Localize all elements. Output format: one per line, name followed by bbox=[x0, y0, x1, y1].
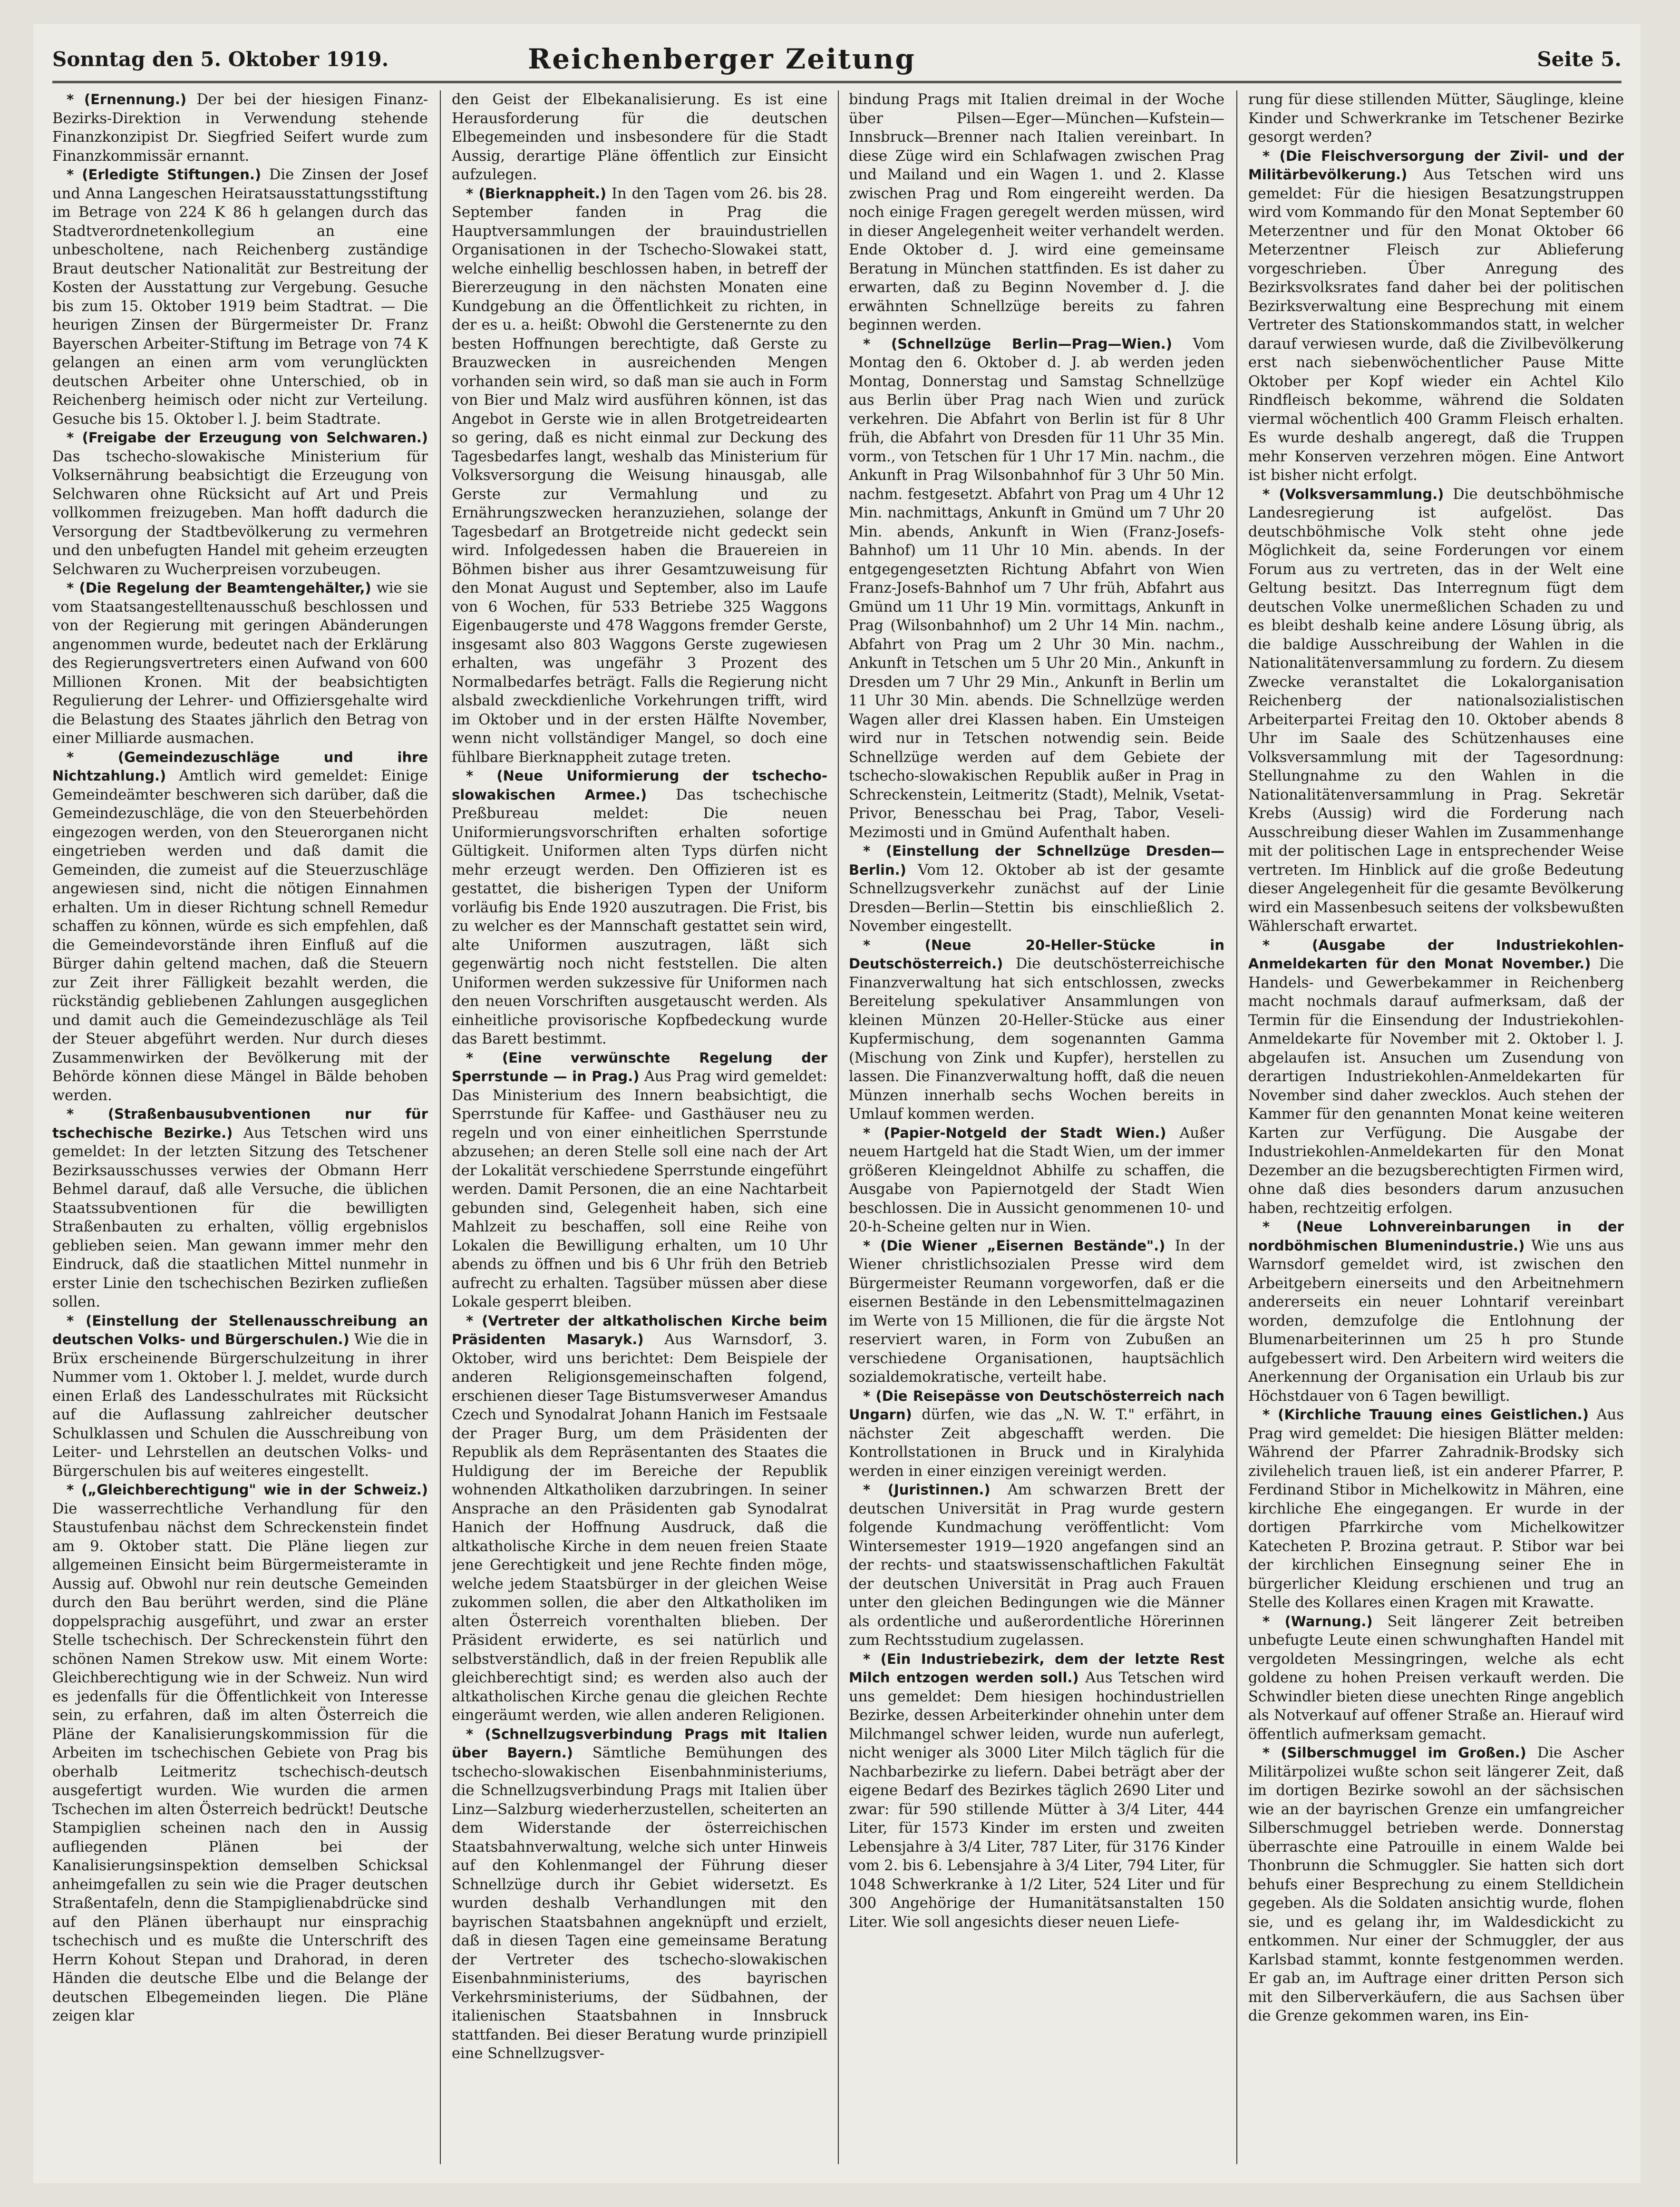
article-headline: * (Ausgabe der Industriekohlen-Anmeldekarten für den Monat November.) bbox=[1248, 937, 1624, 972]
article-paragraph bbox=[52, 748, 428, 1105]
article-paragraph bbox=[1248, 90, 1624, 147]
article-paragraph bbox=[849, 335, 1224, 842]
article-text: Das tschechische Preßbureau meldet: Die neuen Uniformierungsvorschriften erhalten sofortige Gültigkeit. Uniformen alten Typs dürfen nicht mehr erzeugt werden. Den Offizieren ist es gestattet, die bisherigen Typen der Uniform vorläufig bis Ende 1920 auszutragen. Die Frist, bis zu welcher es der Mannschaft gestattet sein wird, alte Uniformen auszutragen, läßt sich gegenwärtig noch nicht feststellen. Die alten Uniformen werden sukzessive für Uniformen nach den neuen Vorschriften ausgetauscht werden. Als einheitliche provisorische Kopfbedeckung wurde das Barett bestimmt. bbox=[452, 786, 827, 1047]
article-text: Seit längerer Zeit betreiben unbefugte Leute einen schwunghaften Handel mit vergoldeten Messingringen, welche als echt goldene zu hohen Preisen verkauft werden. Die Schwindler bieten diese unechten Ringe angeblich als Notverkauf auf offener Straße an. Hierauf wird öffentlich aufmerksam gemacht. bbox=[1248, 1613, 1624, 1743]
article-paragraph bbox=[52, 90, 428, 166]
article-headline: * (Gemeindezuschläge und ihre Nichtzahlung.) bbox=[52, 749, 428, 784]
article-paragraph bbox=[1248, 485, 1624, 936]
article-text: Das tschecho-slowakische Ministerium für Volksernährung beabsichtigt die Erzeugung von Selchwaren ohne Rücksicht auf Art und Preis vollkommen freizugeben. Man hofft dadurch die Versorgung der Stadtbevölkerung zu vermehren und den unbefugten Handel mit geheim erzeugten Selchwaren zu Wucherpreisen vorzubeugen. bbox=[52, 448, 428, 578]
article-headline: * (Die Wiener „Eisernen Bestände".) bbox=[863, 1237, 1165, 1254]
article-headline: * (Ernennung.) bbox=[67, 91, 187, 107]
article-text: Die deutschösterreichische Finanzverwaltung hat sich entschlossen, zwecks Bereitelung spekulativer Ansammlungen von kleinen Münzen 20-Heller-Stücke aus einer Kupfermischung, dem sogenannten Gamma (Mischung von Zink und Kupfer), herstellen zu lassen. Die Finanzverwaltung hofft, daß die neuen Münzen innerhalb sechs Wochen bereits in Umlauf kommen werden. bbox=[849, 956, 1224, 1123]
article-text: Aus Tetschen wird uns gemeldet: Für die hiesigen Besatzungstruppen wird vom Kommando für den Monat September 60 Meterzentner und für den Monat Oktober 66 Meterzentner Fleisch zur Ablieferung vorgeschrieben. Über Anregung des Bezirksvolksrates fand daher bei der politischen Bezirksverwaltung eine Besprechung mit einem Vertreter des Stationskommandos statt, in welcher darauf verwiesen wurde, daß die Zivilbevölkerung erst nach siebenwöchentlicher Pause Mitte Oktober per Kopf wieder ein Achtel Kilo Rindfleisch bekomme, während die Soldaten viermal wöchentlich 400 Gramm Fleisch erhalten. Es wurde deshalb angeregt, daß die Truppen mehr Konserven verzehren mögen. Eine Antwort ist bisher nicht erfolgt. bbox=[1248, 166, 1624, 484]
article-paragraph bbox=[52, 1105, 428, 1312]
article-paragraph bbox=[1248, 147, 1624, 485]
article-paragraph bbox=[452, 1049, 827, 1312]
article-headline: * (Volksversammlung.) bbox=[1262, 486, 1444, 502]
article-text: bindung Prags mit Italien dreimal in der Woche über Pilsen—Eger—München—Kufstein—Innsbruck—Brenner nach Italien vereinbart. In diese Züge wird ein Schlafwagen zwischen Prag und Mailand und ein Wagen 1. und 2. Klasse zwischen Prag und Rom eingereiht werden. Da noch einige Fragen geregelt werden müssen, wird in dieser Angelegenheit weiter verhandelt werden. Ende Oktober d. J. wird eine gemeinsame Beratung in München stattfinden. Es ist daher zu erwarten, daß zu Beginn November d. J. die erwähnten Schnellzüge bereits zu fahren beginnen werden. bbox=[849, 91, 1224, 333]
article-headline: * (Bierknappheit.) bbox=[466, 185, 607, 202]
article-paragraph bbox=[849, 936, 1224, 1124]
article-headline: * (Papier-Notgeld der Stadt Wien.) bbox=[863, 1124, 1166, 1141]
article-paragraph bbox=[452, 185, 827, 767]
article-text: Wie die in Brüx erscheinende Bürgerschulzeitung in ihrer Nummer vom 1. Oktober l. J. meldet, wurde durch einen Erlaß des Landesschulrates mit Rücksicht auf die Auflassung zahlreicher deutscher Schulklassen und Schulen die Ausschreibung von Leiter- und Lehrstellen an deutschen Volks- und Bürgerschulen bis auf weiteres eingestellt. bbox=[52, 1331, 428, 1480]
article-headline: * (Einstellung der Schnellzüge Dresden—Berlin.) bbox=[849, 843, 1224, 878]
article-text: In der Wiener christlichsozialen Presse wird dem Bürgermeister Reumann vorgeworfen, daß er die eisernen Bestände in den Lebensmittelmagazinen im Werte von 15 Millionen, die für die ärgste Not reserviert waren, in Form von Zubußen an verschiedene Organisationen, hauptsächlich sozialdemokratische, verteilt habe. bbox=[849, 1237, 1224, 1386]
article-headline: * (Straßenbausubventionen nur für tschechische Bezirke.) bbox=[52, 1106, 428, 1141]
page-number: Seite 5. bbox=[1537, 48, 1622, 71]
article-paragraph bbox=[849, 1650, 1224, 1932]
article-paragraph bbox=[1248, 1612, 1624, 1744]
article-headline: * (Neue Lohnvereinbarungen in der nordböhmischen Blumenindustrie.) bbox=[1248, 1219, 1624, 1254]
article-text: Vom Montag den 6. Oktober d. J. ab werden jeden Montag, Donnerstag und Samstag Schnellzüge aus Berlin über Prag nach Wien und zurück verkehren. Die Abfahrt von Berlin ist für 8 Uhr früh, die Abfahrt von Dresden für 11 Uhr 35 Min. vorm., von Tetschen für 1 Uhr 17 Min. nachm., die Ankunft in Prag Wilsonbahnhof für 3 Uhr 50 Min. nachm. festgesetzt. Abfahrt von Prag um 4 Uhr 12 Min. nachmittags, Ankunft in Gmünd um 7 Uhr 20 Min. abends, Ankunft in Wien (Franz-Josefs-Bahnhof) um 11 Uhr 10 Min. abends. In der entgegengesetzten Richtung Abfahrt von Wien Franz-Josefs-Bahnhof um 7 Uhr früh, Abfahrt aus Gmünd um 11 Uhr 19 Min. vormittags, Ankunft in Prag (Wilsonbahnhof) um 2 Uhr 14 Min. nachm., Abfahrt von Prag um 2 Uhr 30 Min. nachm., Ankunft in Tetschen um 5 Uhr 20 Min., Ankunft in Dresden um 7 Uhr 29 Min., Ankunft in Berlin um 11 Uhr 30 Min. abends. Die Schnellzüge werden Wagen aller drei Klassen haben. Ein Umsteigen wird nur in Tetschen notwendig sein. Beide Schnellzüge werden auf dem Gebiete der tschecho-slowakischen Republik außer in Prag in Schreckenstein, Leitmeritz (Stadt), Melnik, Vsetat-Privor, Benesschau bei Prag, Tabor, Veseli-Mezimosti und in Gmünd Aufenthalt haben. bbox=[849, 335, 1224, 841]
column-divider bbox=[838, 90, 839, 2164]
column-2 bbox=[452, 90, 827, 2164]
article-headline: * (Die Regelung der Beamtengehälter,) bbox=[67, 580, 371, 596]
article-paragraph bbox=[52, 166, 428, 429]
article-paragraph bbox=[1248, 1406, 1624, 1612]
article-headline: * (Warnung.) bbox=[1262, 1613, 1373, 1630]
article-headline: * (Erledigte Stiftungen.) bbox=[67, 166, 262, 183]
article-headline: * (Kirchliche Trauung eines Geistlichen.) bbox=[1262, 1406, 1589, 1423]
article-text: Amtlich wird gemeldet: Einige Gemeindeämter beschweren sich darüber, daß die Gemeindezuschläge, die von den Steuerbehörden eingezogen werden, von den Steuerorganen nicht eingetrieben werden und daß damit die Gemeinden, die zumeist auf die Steuerzuschläge angewiesen sind, nicht die nötigen Einnahmen erhalten. Um in dieser Richtung schnell Remedur schaffen zu können, würde es sich empfehlen, daß die Gemeindevorstände ihren Einfluß auf die Bürger dahin geltend machen, daß die Steuern zur Zeit ihrer Fälligkeit bezahlt werden, die rückständig gebliebenen Zahlungen ausgeglichen und damit auch die Gemeindezuschläge als Teil der Steuer abgeführt werden. Nur durch dieses Zusammenwirken der Bevölkerung mit der Behörde können diese Mängel in Bälde behoben werden. bbox=[52, 768, 428, 1104]
article-text: Wie uns aus Warnsdorf gemeldet wird, ist zwischen den Arbeitgebern einerseits und den Arbeitnehmern andererseits ein neuer Lohntarif vereinbart worden, demzufolge die Entlohnung der Blumenarbeiterinnen um 25 h pro Stunde aufgebessert wird. Den Arbeitern wird weiters die Anerkennung der Organisation ein Urlaub bis zur Höchstdauer von 6 Tagen bewilligt. bbox=[1248, 1237, 1624, 1405]
article-headline: * (Die Fleischversorgung der Zivil- und der Militärbevölkerung.) bbox=[1248, 147, 1624, 183]
article-paragraph bbox=[452, 90, 827, 185]
article-paragraph bbox=[52, 429, 428, 579]
column-1 bbox=[52, 90, 428, 2164]
article-headline: * („Gleichberechtigung" wie in der Schweiz.) bbox=[67, 1482, 428, 1498]
article-headline: * (Vertreter der altkatholischen Kirche beim Präsidenten Masaryk.) bbox=[452, 1312, 827, 1348]
article-paragraph bbox=[1248, 1744, 1624, 2026]
article-paragraph bbox=[849, 90, 1224, 335]
article-headline: * (Schnellzugsverbindung Prags mit Italien über Bayern.) bbox=[452, 1726, 827, 1761]
article-paragraph bbox=[849, 1481, 1224, 1650]
article-paragraph bbox=[849, 842, 1224, 936]
column-4 bbox=[1248, 90, 1624, 2164]
article-text: rung für diese stillenden Mütter, Säuglinge, kleine Kinder und Schwerkranke im Tetschener Bezirke gesorgt werden? bbox=[1248, 91, 1624, 146]
article-headline: * (Einstellung der Stellenausschreibung an deutschen Volks- und Bürgerschulen.) bbox=[52, 1312, 428, 1348]
header-rule bbox=[52, 81, 1622, 83]
article-headline: * (Eine verwünschte Regelung der Sperrstunde — in Prag.) bbox=[452, 1049, 827, 1084]
article-headline: * (Neue Uniformierung der tschecho-slowakischen Armee.) bbox=[452, 768, 827, 803]
article-headline: * (Silberschmuggel im Großen.) bbox=[1262, 1745, 1526, 1761]
column-3 bbox=[849, 90, 1224, 2164]
article-headline: * (Freigabe der Erzeugung von Selchwaren.) bbox=[67, 430, 428, 446]
article-text: Aus Tetschen wird uns gemeldet: Dem hiesigen hochindustriellen Bezirke, dessen Arbeiterkinder ohnehin unter dem Milchmangel schwer leiden, wurde nun auferlegt, nicht weniger als 3000 Liter Milch täglich für die Nachbarbezirke zu liefern. Dabei beträgt aber der eigene Bedarf des Bezirkes täglich 2690 Liter und zwar: für 590 stillende Mütter à 3/4 Liter, 444 Liter, für 1573 Kinder im ersten und zweiten Lebensjahre à 3/4 Liter, 787 Liter, für 3176 Kinder vom 2. bis 6. Lebensjahre à 3/4 Liter, 794 Liter, für 1048 Schwerkranke à 1/2 Liter, 524 Liter und für 300 Angehörige der Humanitätsanstalten 150 Liter. Wie soll angesichts dieser neuen Liefe- bbox=[849, 1670, 1224, 1931]
article-text: Aus Warnsdorf, 3. Oktober, wird uns berichtet: Dem Beispiele der anderen Religionsgemeinschaften folgend, erschienen dieser Tage Bistumsverweser Amandus Czech und Synodalrat Johann Hanich im Festsaale der Prager Burg, um dem Präsidenten der Republik als dem Repräsentanten des Staates die Huldigung der im Bereiche der Republik wohnenden Altkatholiken darzubringen. In seiner Ansprache an den Präsidenten gab Synodalrat Hanich der Hoffnung Ausdruck, daß die altkatholische Kirche in dem neuen freien Staate jene Gerechtigkeit und jene Rechte finden möge, welche jedem Staatsbürger in der gleichen Weise zukommen sollen, die aber den Altkatholiken im alten Österreich vorenthalten blieben. Der Präsident erwiderte, es sei natürlich und selbstverständlich, daß in der freien Republik alle gleichberechtigt sind; es werden also auch der altkatholischen Kirche genau die gleichen Rechte eingeräumt werden, wie allen anderen Religionen. bbox=[452, 1331, 827, 1724]
article-paragraph bbox=[452, 767, 827, 1049]
article-paragraph bbox=[452, 1312, 827, 1725]
article-text: In den Tagen vom 26. bis 28. September fanden in Prag die Hauptversammlungen der brauindustriellen Organisationen in der Tschecho-Slowakei statt, welche einhellig beschlossen haben, in betreff der Biererzeugung in den nächsten Monaten eine Kundgebung an die Öffentlichkeit zu richten, in der es u. a. heißt: Obwohl die Gerstenernte zu den besten Hoffnungen berechtigte, daß Gerste zu Brauzwecken in ausreichenden Mengen vorhanden sein wird, so daß man sie auch in Form von Bier und Malz wird ausführen können, ist das Angebot in Gerste wie in allen Brotgetreidearten so gering, daß es nicht einmal zur Deckung des Tagesbedarfes langt, weshalb das Ministerium für Volksversorgung die Weisung hinausgab, alle Gerste zur Vermahlung und zu Ernährungszwecken heranzuziehen, solange der Tagesbedarf an Brotgetreide nicht gedeckt sein wird. Infolgedessen haben die Brauereien in Böhmen bisher aus ihrer Gesamtzuweisung für den Monat August und September, also im Laufe von 6 Wochen, für 533 Betriebe 325 Waggons Eigenbaugerste und 478 Waggons fremder Gerste, insgesamt also 803 Waggons Gerste zugewiesen erhalten, was ungefähr 3 Prozent des Normalbedarfes beträgt. Falls die Regierung nicht alsbald zweckdienliche Vorkehrungen trifft, wird im Oktober und in der ersten Hälfte November, wenn nicht vollständiger Mangel, so doch eine fühlbare Bierknappheit zutage treten. bbox=[452, 185, 827, 766]
article-text: dürfen, wie das „N. W. T." erfährt, in nächster Zeit abgeschafft werden. Die Kontrollstationen in Bruck und in Kiralyhida werden in einer einzigen vereinigt werden. bbox=[849, 1406, 1224, 1480]
article-text: Die Ascher Militärpolizei wußte schon seit längerer Zeit, daß im dortigen Bezirke sowohl an der sächsischen wie an der bayrischen Grenze ein umfangreicher Silberschmuggel betrieben werde. Donnerstag überraschte eine Patrouille in einem Walde bei Thonbrunn die Schmuggler. Sie hatten sich dort behufs einer Besprechung zu einem Stelldichein gegeben. Als die Soldaten ansichtig wurde, flohen sie, und es gelang ihr, im Waldesdickicht zu entkommen. Nur einer der Schmuggler, der aus Karlsbad stammt, konnte festgenommen werden. Er gab an, im Auftrage einer dritten Person sich mit den Silberverkäufern, die aus Sachsen über die Grenze gekommen waren, ins Ein- bbox=[1248, 1745, 1624, 2024]
article-paragraph bbox=[52, 1481, 428, 2026]
article-text: Sämtliche Bemühungen des tschecho-slowakischen Eisenbahnministeriums, die Schnellzugsverbindung Prags mit Italien über Linz—Salzburg wiederherzustellen, scheiterten an dem Widerstande der österreichischen Staatsbahnverwaltung, welche sich unter Hinweis auf den Kohlenmangel der Führung dieser Schnellzüge durch ihr Gebiet widersetzt. Es wurden deshalb Verhandlungen mit den bayrischen Staatsbahnen angeknüpft und erzielt, daß in diesen Tagen eine gemeinsame Beratung der Vertreter des tschecho-slowakischen Eisenbahnministeriums, des bayrischen Verkehrsministeriums, der Südbahnen, der italienischen Staatsbahnen in Innsbruck stattfanden. Bei dieser Beratung wurde prinzipiell eine Schnellzugsver- bbox=[452, 1745, 827, 2062]
article-paragraph bbox=[849, 1237, 1224, 1387]
article-headline: * (Die Reisepässe von Deutschösterreich nach Ungarn) bbox=[849, 1387, 1224, 1423]
article-text: Außer neuem Hartgeld hat die Stadt Wien, um der immer größeren Kleingeldnot Abhilfe zu schaffen, die Ausgabe von Papiernotgeld der Stadt Wien beschlossen. Die in Aussicht genommenen 10- und 20-h-Scheine gelten nur in Wien. bbox=[849, 1124, 1224, 1235]
article-text: Am schwarzen Brett der deutschen Universität in Prag wurde gestern folgende Kundmachung veröffentlicht: Vom Wintersemester 1919—1920 angefangen sind an der rechts- und staatswissenschaftlichen Fakultät der deutschen Universität in Prag auch Frauen unter den gleichen Bedingungen wie die Männer als ordentliche und außerordentliche Hörerinnen zum Rechtsstudium zugelassen. bbox=[849, 1482, 1224, 1649]
article-paragraph bbox=[1248, 1218, 1624, 1406]
page-header bbox=[52, 38, 1622, 76]
article-text: Aus Prag wird gemeldet: Das Ministerium des Innern beabsichtigt, die Sperrstunde für Kaffee- und Gasthäuser neu zu regeln und von einer einheitlichen Sperrstunde abzusehen; an deren Stelle soll eine nach der Art der Lokalität verschiedene Sperrstunde eingeführt werden. Damit Personen, die an eine Nachtarbeit gebunden sind, Gelegenheit haben, sich eine Mahlzeit zu beschaffen, soll eine Reihe von Lokalen die Bewilligung erhalten, um 10 Uhr abends zu öffnen und bis 6 Uhr früh den Betrieb aufrecht zu erhalten. Tagsüber müssen aber diese Lokale gesperrt bleiben. bbox=[452, 1068, 827, 1310]
article-text: wie sie vom Staatsangestelltenausschuß beschlossen und von der Regierung mit geringen Abänderungen angenommen wurde, bedeutet nach der Erklärung des Regierungsvertreters einen Aufwand von 600 Millionen Kronen. Mit der beabsichtigten Regulierung der Lehrer- und Offiziersgehalte wird die Belastung des Staates jährlich den Betrag von einer Milliarde ausmachen. bbox=[52, 580, 428, 747]
article-headline: * (Neue 20-Heller-Stücke in Deutschösterreich.) bbox=[849, 937, 1224, 972]
article-paragraph bbox=[52, 579, 428, 748]
article-paragraph bbox=[849, 1124, 1224, 1237]
article-text: Die deutschböhmische Landesregierung ist aufgelöst. Das deutschböhmische Volk steht ohne jede Möglichkeit da, seine Forderungen vor einem Forum aus zu vertreten, das in der Welt eine Geltung besitzt. Das Interregnum fügt dem deutschen Volke unermeßlichen Schaden zu und es bleibt deshalb keine andere Lösung übrig, als die baldige Ausschreibung der Wahlen in die Nationalitätenversammlung zu fordern. Zu diesem Zwecke veranstaltet die Lokalorganisation Reichenberg der nationalsozialistischen Arbeiterpartei Freitag den 10. Oktober abends 8 Uhr im Saale des Schützenhauses eine Volksversammlung mit der Tagesordnung: Stellungnahme zu den Wahlen in die Nationalitätenversammlung in Prag. Sekretär Krebs (Aussig) wird die Forderung nach Ausschreibung dieser Wahlen im Zusammenhange mit der politischen Lage in entsprechender Weise vertreten. Im Hinblick auf die große Bedeutung dieser Angelegenheit für die gesamte Bevölkerung wird ein Massenbesuch seitens der volksbewußten Wählerschaft erwartet. bbox=[1248, 486, 1624, 935]
article-paragraph bbox=[52, 1312, 428, 1481]
article-paragraph bbox=[849, 1387, 1224, 1481]
article-headline: * (Schnellzüge Berlin—Prag—Wien.) bbox=[863, 335, 1173, 352]
newspaper-title: Reichenberger Zeitung bbox=[528, 43, 916, 75]
newspaper-page bbox=[33, 24, 1641, 2183]
article-headline: * (Ein Industriebezirk, dem der letzte Rest Milch entzogen werden soll.) bbox=[849, 1650, 1224, 1686]
column-divider bbox=[440, 90, 441, 2164]
article-headline: * (Juristinnen.) bbox=[863, 1482, 991, 1498]
article-text: Aus Prag wird gemeldet: Die hiesigen Blätter melden: Während der Pfarrer Zahradnik-Brodsky sich zivilehelich trauen ließ, ist ein anderer Pfarrer, P. Ferdinand Stibor in Michelkowitz in Mähren, eine kirchliche Ehe eingegangen. Er wurde in der dortigen Pfarrkirche vom Michelkowitzer Katecheten P. Brozina getraut. P. Stibor war bei der kirchlichen Einsegnung seiner Ehe in bürgerlicher Kleidung erschienen und trug an Stelle des Kollares einen Kragen mit Krawatte. bbox=[1248, 1406, 1624, 1611]
column-divider bbox=[1236, 90, 1237, 2164]
article-paragraph bbox=[1248, 936, 1624, 1218]
article-text: Die wasserrechtliche Verhandlung für den Staustufenbau nächst dem Schreckenstein findet am 9. Oktober statt. Die Pläne liegen zur allgemeinen Einsicht beim Bürgermeisteramte in Aussig auf. Obwohl nur rein deutsche Gemeinden durch den Bau berührt werden, sind die Pläne doppelsprachig ausgeführt, und zwar an erster Stelle tschechisch. Der Schreckenstein führt den schönen Namen Strekow usw. Mit einem Worte: Gleichberechtigung wie in der Schweiz. Nun wird es jedenfalls für die Öffentlichkeit von Interesse sein, zu erfahren, daß im alten Österreich die Pläne der Kanalisierungskommission für die Arbeiten im tschechischen Gebiete von Prag bis oberhalb Leitmeritz tschechisch-deutsch ausgefertigt wurden. Wie wurden die armen Tschechen im alten Österreich bedrückt! Deutsche Stampiglien scheinen nach den in Aussig aufliegenden Plänen bei der Kanalisierungsinspektion demselben Schicksal anheimgefallen zu sein wie die Prager deutschen Straßentafeln, denn die Stampiglienabdrücke sind auf den Plänen überhaupt nur einsprachig tschechisch und es mußte die Unterschrift des Herrn Kohout Stepan und Drahorad, in deren Händen die deutsche Elbe und die Belange der deutschen Elbegemeinden liegen. Die Pläne zeigen klar bbox=[52, 1500, 428, 2024]
article-text: Die Handels- und Gewerbekammer in Reichenberg macht nochmals darauf aufmerksam, daß der Termin für die Einsendung der Industriekohlen-Anmeldekarte für November mit 2. Oktober l. J. abgelaufen ist. Ansuchen um Zusendung von derartigen Industriekohlen-Anmeldekarten für November sind daher zwecklos. Auch stehen der Kammer für den genannten Monat keine weiteren Karten zur Verfügung. Die Ausgabe der Industriekohlen-Anmeldekarten für den Monat Dezember an die bezugsberechtigten Firmen wird, ohne daß dies besonders darum anzusuchen haben, rechtzeitig erfolgen. bbox=[1248, 956, 1624, 1217]
article-text: Die Zinsen der Josef und Anna Langeschen Heiratsausstattungsstiftung im Betrage von 224 K 86 h gelangen durch das Stadtverordnetenkollegium an eine unbescholtene, nach Reichenberg zuständige Braut deutscher Nationalität zur Bestreitung der Kosten der Ausstattung zur Vergebung. Gesuche bis zum 15. Oktober 1919 beim Stadtrat. — Die heurigen Zinsen der Bürgermeister Dr. Franz Bayerschen Arbeiter-Stiftung im Betrage von 74 K gelangen an einen arm vom verunglückten deutschen Arbeiter ohne Unterschied, ob in Reichenberg heimisch oder nicht zur Verteilung. Gesuche bis 15. Oktober l. J. beim Stadtrate. bbox=[52, 166, 428, 428]
article-text: den Geist der Elbekanalisierung. Es ist eine Herausforderung für die deutschen Elbegemeinden und insbesondere für die Stadt Aussig, derartige Pläne öffentlich zur Einsicht aufzulegen. bbox=[452, 91, 827, 183]
article-text: Aus Tetschen wird uns gemeldet: In der letzten Sitzung des Tetschener Bezirksausschusses verwies der Obmann Herr Behmel darauf, daß alle Versuche, die üblichen Staatssubventionen für die bewilligten Straßenbauten zu erhalten, völlig ergebnislos geblieben seien. Man gewann immer mehr den Eindruck, daß die staatlichen Mittel nunmehr in erster Linie den tschechischen Bezirken zufließen sollen. bbox=[52, 1124, 428, 1310]
article-text: Der bei der hiesigen Finanz-Bezirks-Direktion in Verwendung stehende Finanzkonzipist Dr. Siegfried Seifert wurde zum Finanzkommissär ernannt. bbox=[52, 91, 428, 165]
article-paragraph bbox=[452, 1725, 827, 2063]
issue-date: Sonntag den 5. Oktober 1919. bbox=[52, 48, 389, 71]
article-text: Vom 12. Oktober ab ist der gesamte Schnellzugsverkehr zunächst auf der Linie Dresden—Berlin—Stettin bis einschließlich 2. November eingestellt. bbox=[849, 861, 1224, 935]
